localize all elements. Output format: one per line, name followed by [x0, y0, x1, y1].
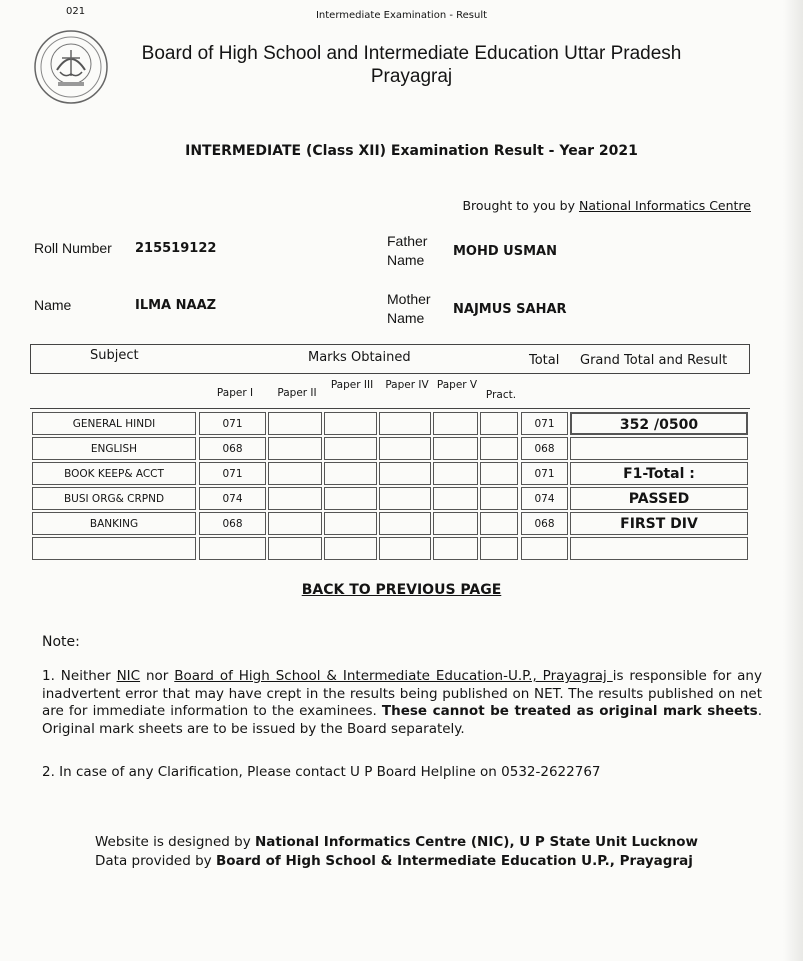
empty-cell — [379, 537, 431, 560]
back-to-previous-page-link[interactable] — [0, 582, 803, 598]
note1-nic-link[interactable]: NIC — [116, 668, 141, 684]
empty-paper-cell — [268, 437, 322, 460]
total-header: Total — [529, 353, 560, 368]
empty-paper-cell — [379, 412, 431, 435]
result-cell: 352 /0500 — [570, 412, 748, 435]
note-1 — [42, 668, 762, 738]
result-cell: PASSED — [570, 487, 748, 510]
father-name-value: MOHD USMAN — [453, 244, 557, 259]
empty-paper-cell — [480, 487, 518, 510]
empty-paper-cell — [324, 512, 377, 535]
note1-text-b: nor — [140, 668, 175, 684]
subject-header: Subject — [90, 348, 139, 363]
result-cell: FIRST DIV — [570, 512, 748, 535]
empty-paper-cell — [433, 462, 478, 485]
total-cell: 071 — [521, 462, 568, 485]
empty-paper-cell — [268, 512, 322, 535]
print-page-marker: 021 — [66, 6, 86, 17]
footer2-bold: Board of High School & Intermediate Education U.P., Prayagraj — [215, 853, 693, 869]
note1-board-link[interactable]: Board of High School & Intermediate Education-U.P., Prayagraj — [174, 668, 613, 684]
empty-paper-cell — [324, 437, 377, 460]
paper1-cell: 071 — [199, 412, 266, 435]
total-cell: 068 — [521, 437, 568, 460]
name-value: ILMA NAAZ — [135, 298, 217, 313]
note1-bold-warning: These cannot be treated as original mark sheets — [381, 703, 758, 719]
empty-paper-cell — [433, 487, 478, 510]
empty-cell — [324, 537, 377, 560]
result-cell — [570, 437, 748, 460]
total-cell: 074 — [521, 487, 568, 510]
marks-header: Marks Obtained — [308, 350, 411, 365]
empty-cell — [268, 537, 322, 560]
total-cell: 071 — [521, 412, 568, 435]
grand-total-header: Grand Total and Result — [580, 353, 728, 368]
nic-link[interactable]: National Informatics Centre — [578, 198, 751, 213]
empty-paper-cell — [480, 462, 518, 485]
paper1-cell: 068 — [199, 437, 266, 460]
footer-data-provided — [95, 853, 693, 869]
mother-name-label: Mother Name — [387, 291, 431, 326]
paper1-header: Paper I — [216, 387, 254, 399]
practical-header: Pract. — [485, 389, 517, 401]
board-title-line1: Board of High School and Intermediate Education Uttar Pradesh — [141, 43, 682, 64]
empty-paper-cell — [433, 412, 478, 435]
paper3-header: Paper III — [330, 379, 374, 391]
empty-paper-cell — [268, 462, 322, 485]
subject-cell: BANKING — [32, 512, 196, 535]
board-title — [0, 42, 803, 88]
empty-cell — [199, 537, 266, 560]
empty-cell — [433, 537, 478, 560]
empty-paper-cell — [379, 512, 431, 535]
empty-paper-cell — [324, 487, 377, 510]
board-title-line2: Prayagraj — [370, 66, 453, 87]
empty-paper-cell — [324, 412, 377, 435]
roll-number-value: 215519122 — [135, 241, 217, 256]
empty-paper-cell — [268, 412, 322, 435]
father-name-label: Father Name — [387, 233, 428, 268]
note1-text-a: 1. Neither — [42, 668, 117, 684]
subject-cell: BUSI ORG& CRPND — [32, 487, 196, 510]
header-divider — [30, 408, 750, 409]
subject-cell: GENERAL HINDI — [32, 412, 196, 435]
empty-paper-cell — [324, 462, 377, 485]
empty-cell — [570, 537, 748, 560]
paper1-cell: 074 — [199, 487, 266, 510]
empty-paper-cell — [433, 437, 478, 460]
subject-cell: ENGLISH — [32, 437, 196, 460]
empty-cell — [32, 537, 196, 560]
paper1-cell: 071 — [199, 462, 266, 485]
footer1-bold: National Informatics Centre (NIC), U P State Unit Lucknow — [254, 834, 699, 850]
result-cell: F1-Total : — [570, 462, 748, 485]
print-header: Intermediate Examination - Result — [315, 10, 488, 21]
name-label: Name — [34, 297, 72, 313]
paper2-header: Paper II — [277, 387, 317, 399]
paper1-cell: 068 — [199, 512, 266, 535]
note1-text-c: is responsible for any inadvertent error that may have crept in the results being published on NET. The results published on net are for immediate information to the examinees. — [42, 668, 762, 719]
roll-number-label: Roll Number — [34, 240, 112, 256]
paper5-header: Paper V — [436, 379, 478, 391]
empty-cell — [521, 537, 568, 560]
empty-paper-cell — [379, 437, 431, 460]
total-cell: 068 — [521, 512, 568, 535]
mother-name-value: NAJMUS SAHAR — [453, 302, 567, 317]
back-link-text[interactable]: BACK TO PREVIOUS PAGE — [301, 582, 502, 598]
credit-line — [462, 198, 751, 213]
footer2-prefix: Data provided by — [95, 853, 216, 869]
note1-text-d: . Original mark sheets are to be issued by the Board separately. — [42, 703, 762, 737]
footer-designed-by — [95, 834, 698, 850]
empty-paper-cell — [480, 412, 518, 435]
note-2: 2. In case of any Clarification, Please contact U P Board Helpline on 0532-2622767 — [42, 764, 601, 780]
empty-cell — [480, 537, 518, 560]
empty-paper-cell — [379, 487, 431, 510]
subject-cell: BOOK KEEP& ACCT — [32, 462, 196, 485]
exam-title: INTERMEDIATE (Class XII) Examination Result - Year 2021 — [185, 143, 638, 159]
empty-paper-cell — [268, 487, 322, 510]
footer1-prefix: Website is designed by — [95, 834, 255, 850]
credit-prefix: Brought to you by — [462, 198, 579, 213]
note-label: Note: — [42, 634, 80, 650]
empty-paper-cell — [379, 462, 431, 485]
paper4-header: Paper IV — [385, 379, 429, 391]
empty-paper-cell — [480, 512, 518, 535]
empty-paper-cell — [480, 437, 518, 460]
empty-paper-cell — [433, 512, 478, 535]
